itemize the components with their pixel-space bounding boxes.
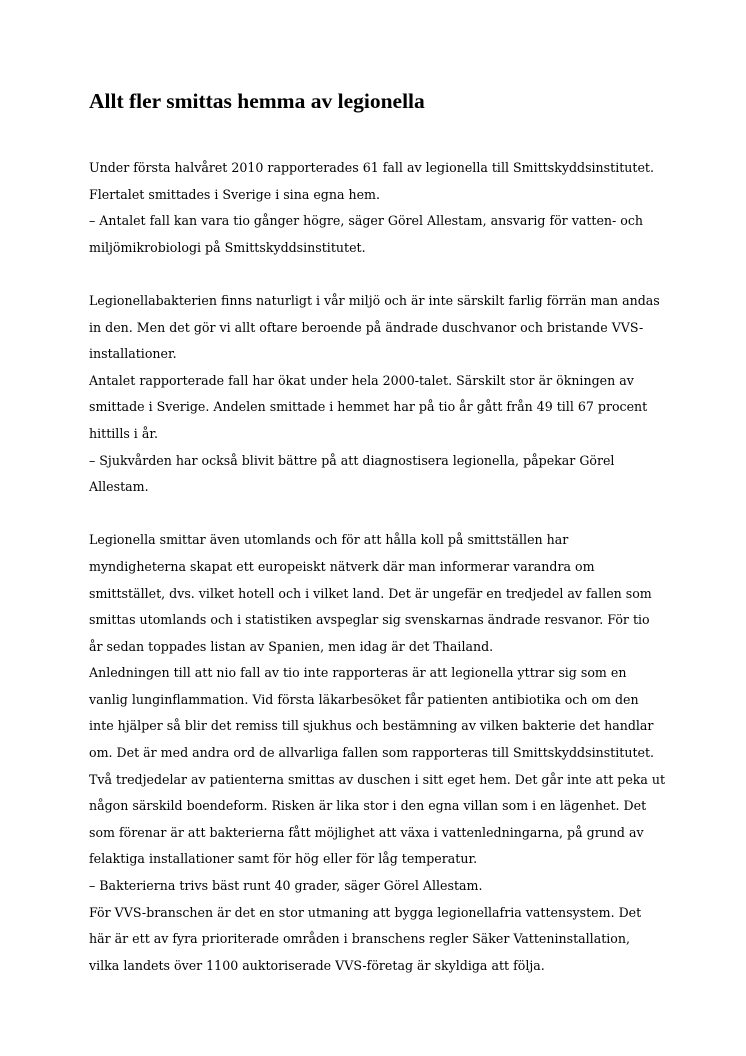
text-line: – Antalet fall kan vara tio gånger högre, säger Görel Allestam, ansvarig för vatten- och — [89, 213, 644, 229]
text-line: Två tredjedelar av patienterna smittas av duschen i sitt eget hem. Det går inte att peka ut — [89, 771, 666, 787]
text-line: För VVS-branschen är det en stor utmaning att bygga legionellafria vattensystem. Det — [89, 904, 642, 920]
paragraph-2 — [89, 288, 669, 501]
text-line: smittstället, dvs. vilket hotell och i vilket land. Det är ungefär en tredjedel av fallen som — [89, 585, 652, 601]
text-line: smittade i Sverige. Andelen smittade i hemmet har på tio år gått från 49 till 67 procent — [89, 399, 648, 415]
text-line: Legionella smittar även utomlands och för att hålla koll på smittställen har — [89, 532, 569, 548]
document-title: Allt fler smittas hemma av legionella — [89, 89, 425, 113]
text-line: inte hjälper så blir det remiss till sjukhus och bestämning av vilken bakterie det handlar — [89, 718, 654, 734]
text-line: hittills i år. — [89, 425, 158, 441]
text-line: smittas utomlands och i statistiken avspeglar sig svenskarnas ändrade resvanor. För tio — [89, 612, 650, 628]
paragraph-3 — [89, 527, 669, 979]
text-line: – Sjukvården har också blivit bättre på att diagnostisera legionella, påpekar Görel — [89, 452, 615, 468]
text-line: miljömikrobiologi på Smittskyddsinstitutet. — [89, 239, 366, 255]
text-line: år sedan toppades listan av Spanien, men idag är det Thailand. — [89, 638, 494, 654]
text-line: Antalet rapporterade fall har ökat under hela 2000-talet. Särskilt stor är ökningen av — [89, 372, 634, 388]
paragraph-gap — [89, 261, 669, 288]
text-line: felaktiga installationer samt för hög eller för låg temperatur. — [89, 851, 478, 867]
text-line: Under första halvåret 2010 rapporterades 61 fall av legionella till Smittskyddsinstitutet. — [89, 160, 654, 175]
text-line: in den. Men det gör vi allt oftare beroende på ändrade duschvanor och bristande VVS- — [89, 319, 644, 335]
text-line: Allestam. — [89, 479, 149, 495]
paragraph-gap — [89, 501, 669, 528]
text-line: myndigheterna skapat ett europeiskt nätverk där man informerar varandra om — [89, 558, 595, 574]
text-line: installationer. — [89, 346, 177, 362]
text-line: någon särskild boendeform. Risken är lika stor i den egna villan som i en lägenhet. Det — [89, 798, 647, 814]
text-line: som förenar är att bakterierna fått möjlighet att växa i vattenledningarna, på grund av — [89, 824, 644, 840]
text-line: vilka landets över 1100 auktoriserade VVS-företag är skyldiga att följa. — [89, 957, 545, 973]
text-line: om. Det är med andra ord de allvarliga fallen som rapporteras till Smittskyddsinstitutet. — [89, 745, 655, 761]
text-line: Anledningen till att nio fall av tio inte rapporteras är att legionella yttrar sig som en — [89, 665, 627, 681]
text-line: Flertalet smittades i Sverige i sina egna hem. — [89, 186, 380, 202]
document-body — [89, 155, 669, 979]
text-line: vanlig lunginflammation. Vid första läkarbesöket får patienten antibiotika och om den — [89, 691, 639, 707]
text-line: här är ett av fyra prioriterade områden i branschens regler Säker Vatteninstallation, — [89, 931, 630, 947]
text-line: – Bakterierna trivs bäst runt 40 grader, säger Görel Allestam. — [89, 878, 483, 894]
paragraph-1 — [89, 155, 669, 261]
text-line: Legionellabakterien finns naturligt i vår miljö och är inte särskilt farlig förrän man andas — [89, 292, 660, 308]
document-page — [89, 86, 669, 979]
